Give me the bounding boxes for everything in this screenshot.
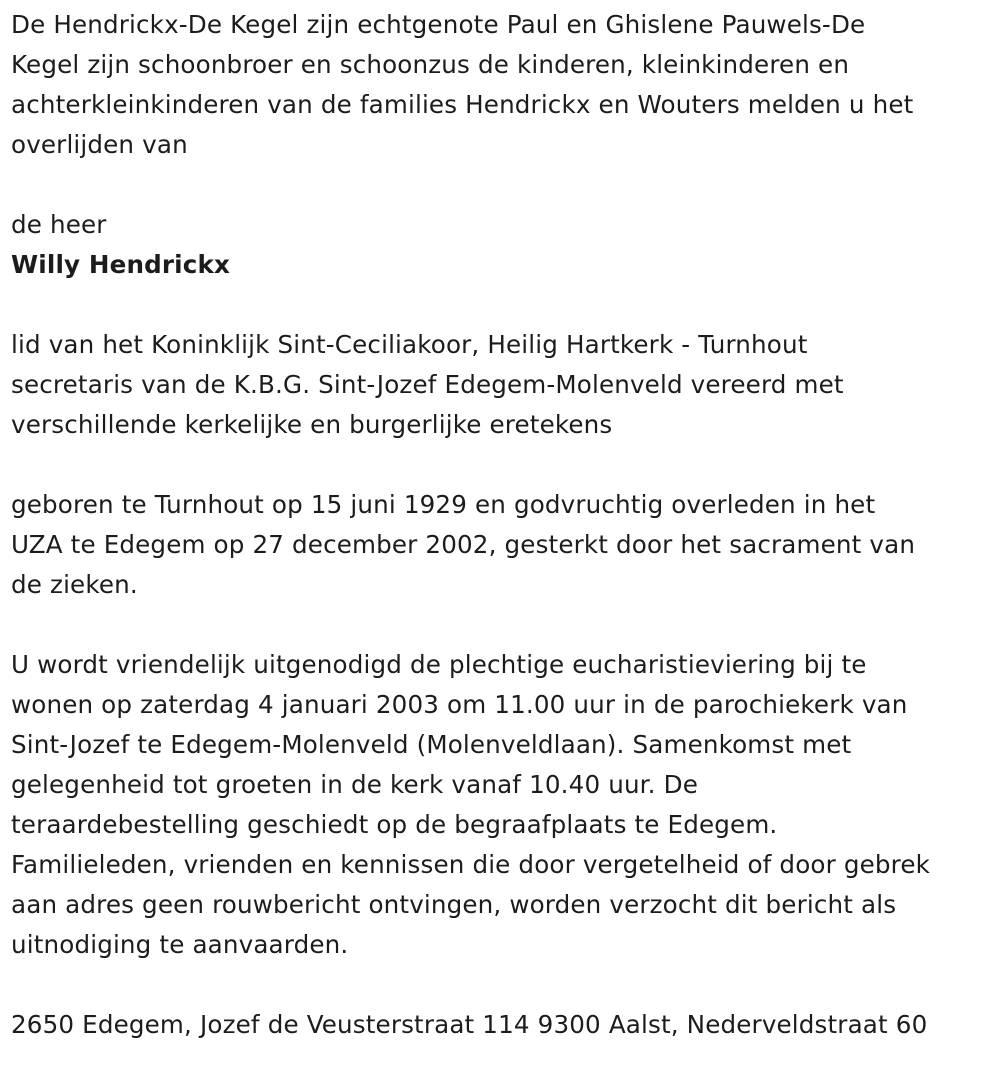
text-line: lid van het Koninklijk Sint-Ceciliakoor, Heilig Hartkerk - Turnhout: [11, 330, 808, 359]
paragraph-spacer: [11, 445, 1000, 485]
memberships-paragraph: [11, 325, 1000, 445]
text-line: teraardebestelling geschiedt op de begraafplaats te Edegem.: [11, 810, 778, 839]
text-line: aan adres geen rouwbericht ontvingen, worden verzocht dit bericht als: [11, 890, 897, 919]
text-line: Sint-Jozef te Edegem-Molenveld (Molenveldlaan). Samenkomst met: [11, 730, 852, 759]
text-line: wonen op zaterdag 4 januari 2003 om 11.00 uur in de parochiekerk van: [11, 690, 908, 719]
paragraph-spacer: [11, 965, 1000, 1005]
paragraph-spacer: [11, 605, 1000, 645]
text-line: verschillende kerkelijke en burgerlijke eretekens: [11, 410, 613, 439]
text-line: de zieken.: [11, 570, 138, 599]
text-line: achterkleinkinderen van de families Hendrickx en Wouters melden u het: [11, 90, 914, 119]
text-line: secretaris van de K.B.G. Sint-Jozef Edegem-Molenveld vereerd met: [11, 370, 844, 399]
deceased-block: [11, 205, 1000, 285]
text-line: Kegel zijn schoonbroer en schoonzus de kinderen, kleinkinderen en: [11, 50, 850, 79]
text-line: Familieleden, vrienden en kennissen die door vergetelheid of door gebrek: [11, 850, 931, 879]
text-line: UZA te Edegem op 27 december 2002, gesterkt door het sacrament van: [11, 530, 916, 559]
text-line: gelegenheid tot groeten in de kerk vanaf 10.40 uur. De: [11, 770, 698, 799]
text-line: geboren te Turnhout op 15 juni 1929 en godvruchtig overleden in het: [11, 490, 876, 519]
life-paragraph: [11, 485, 1000, 605]
text-line: De Hendrickx-De Kegel zijn echtgenote Paul en Ghislene Pauwels-De: [11, 10, 866, 39]
addresses-line: 2650 Edegem, Jozef de Veusterstraat 114 9300 Aalst, Nederveldstraat 60: [11, 1010, 928, 1039]
addresses-paragraph: [11, 1005, 1000, 1045]
intro-paragraph: [11, 5, 1000, 165]
deceased-name: Willy Hendrickx: [11, 250, 230, 279]
invitation-paragraph: [11, 645, 1000, 965]
text-line: U wordt vriendelijk uitgenodigd de plechtige eucharistieviering bij te: [11, 650, 867, 679]
deceased-title: de heer: [11, 210, 107, 239]
paragraph-spacer: [11, 285, 1000, 325]
paragraph-spacer: [11, 165, 1000, 205]
text-line: overlijden van: [11, 130, 188, 159]
text-line: uitnodiging te aanvaarden.: [11, 930, 349, 959]
